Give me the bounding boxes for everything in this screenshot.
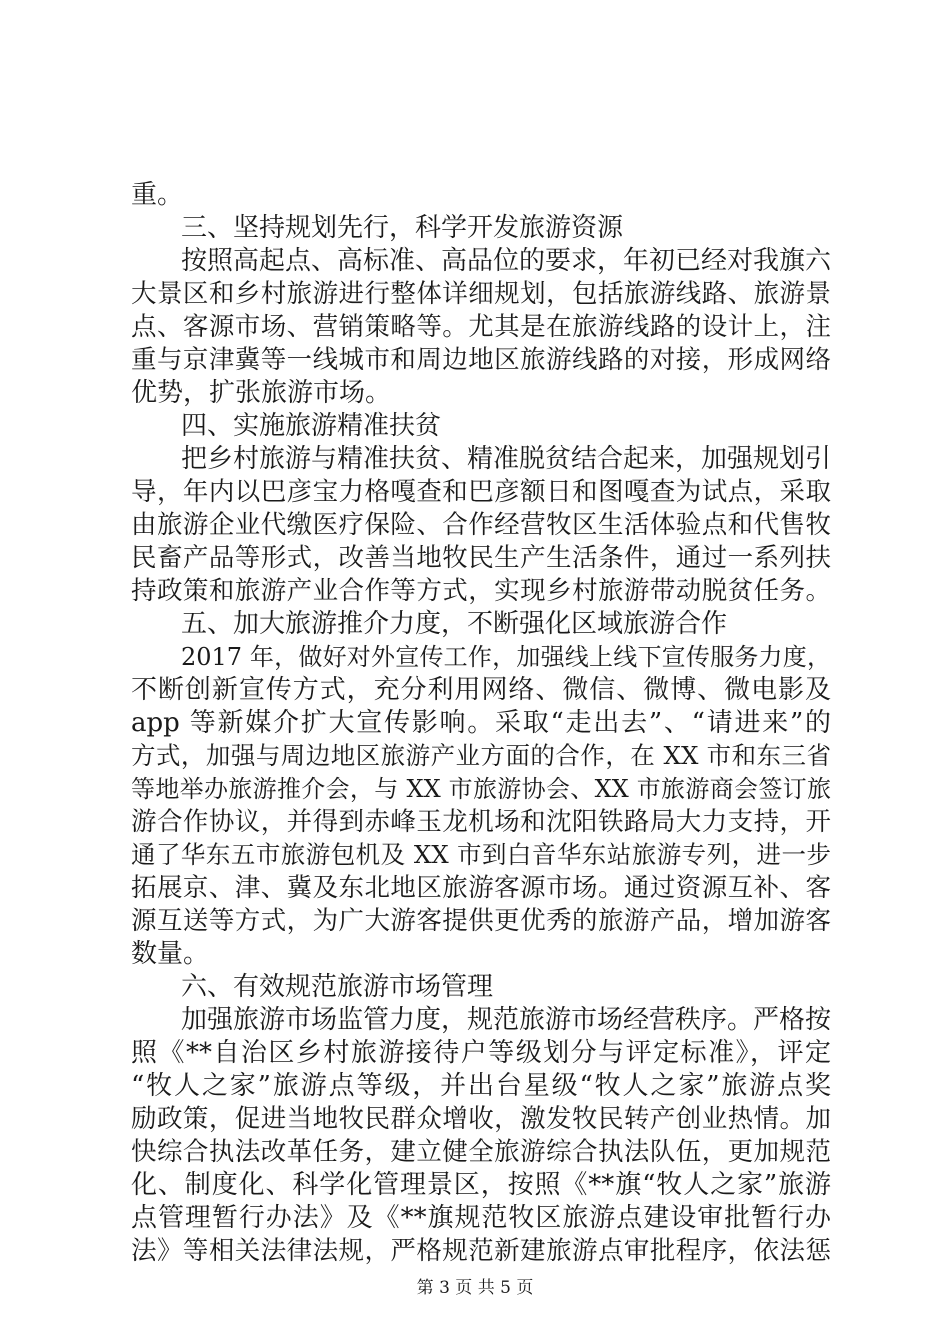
body-line: 2017 年，做好对外宣传工作，加强线上线下宣传服务力度， [181,643,831,671]
body-line: 源互送等方式，为广大游客提供更优秀的旅游产品，增加游客 [131,906,831,936]
body-line: 点、客源市场、营销策略等。尤其是在旅游线路的设计上，注 [131,312,831,342]
page-number-footer: 第 3 页 共 5 页 [416,1278,534,1298]
body-line: 持政策和旅游产业合作等方式，实现乡村旅游带动脱贫任务。 [131,576,831,606]
body-line: 按照高起点、高标准、高品位的要求，年初已经对我旗六 [181,246,832,276]
section-heading: 四、实施旅游精准扶贫 [181,411,442,441]
body-line: 数量。 [131,939,210,969]
body-line: 游合作协议，并得到赤峰玉龙机场和沈阳铁路局大力支持，开 [131,807,831,837]
body-line: 点管理暂行办法》及《**旗规范牧区旅游点建设审批暂行办 [131,1203,831,1233]
body-line: 通了华东五市旅游包机及 XX 市到白音华东站旅游专列，进一步 [131,840,831,869]
body-line: 法》等相关法律法规，严格规范新建旅游点审批程序，依法惩 [131,1236,831,1266]
body-line: 重。 [131,180,184,210]
section-heading: 五、加大旅游推介力度，不断强化区域旅游合作 [181,609,728,639]
body-line: 把乡村旅游与精准扶贫、精准脱贫结合起来，加强规划引 [181,444,832,474]
body-line: 大景区和乡村旅游进行整体详细规划，包括旅游线路、旅游景 [131,279,831,309]
body-line: 加强旅游市场监管力度，规范旅游市场经营秩序。严格按 [181,1005,832,1035]
body-line: “牧人之家”旅游点等级，并出台星级“牧人之家”旅游点奖 [131,1071,831,1101]
section-heading: 三、坚持规划先行，科学开发旅游资源 [181,213,624,243]
body-line: 励政策，促进当地牧民群众增收，激发牧民转产创业热情。加 [131,1104,831,1134]
body-line: 重与京津冀等一线城市和周边地区旅游线路的对接，形成网络 [131,345,831,375]
section-heading: 六、有效规范旅游市场管理 [181,972,494,1002]
body-line: 拓展京、津、冀及东北地区旅游客源市场。通过资源互补、客 [131,873,831,903]
body-line: app 等新媒介扩大宣传影响。采取“走出去”、“请进来”的 [131,708,831,738]
body-line: 化、制度化、科学化管理景区，按照《**旗“牧人之家”旅游 [131,1170,831,1200]
body-line: 方式，加强与周边地区旅游产业方面的合作，在 XX 市和东三省 [131,741,831,770]
body-line: 快综合执法改革任务，建立健全旅游综合执法队伍，更加规范 [131,1137,831,1167]
body-line: 导，年内以巴彦宝力格嘎查和巴彦额日和图嘎查为试点，采取 [131,477,831,507]
body-line: 民畜产品等形式，改善当地牧民生产生活条件，通过一系列扶 [131,543,831,573]
body-line: 不断创新宣传方式，充分利用网络、微信、微博、微电影及 [131,675,831,705]
body-line: 由旅游企业代缴医疗保险、合作经营牧区生活体验点和代售牧 [131,510,831,540]
body-line: 等地举办旅游推介会，与 XX 市旅游协会、XX 市旅游商会签订旅 [131,775,831,803]
body-line: 照《**自治区乡村旅游接待户等级划分与评定标准》，评定 [131,1038,831,1068]
body-line: 优势，扩张旅游市场。 [131,378,392,408]
